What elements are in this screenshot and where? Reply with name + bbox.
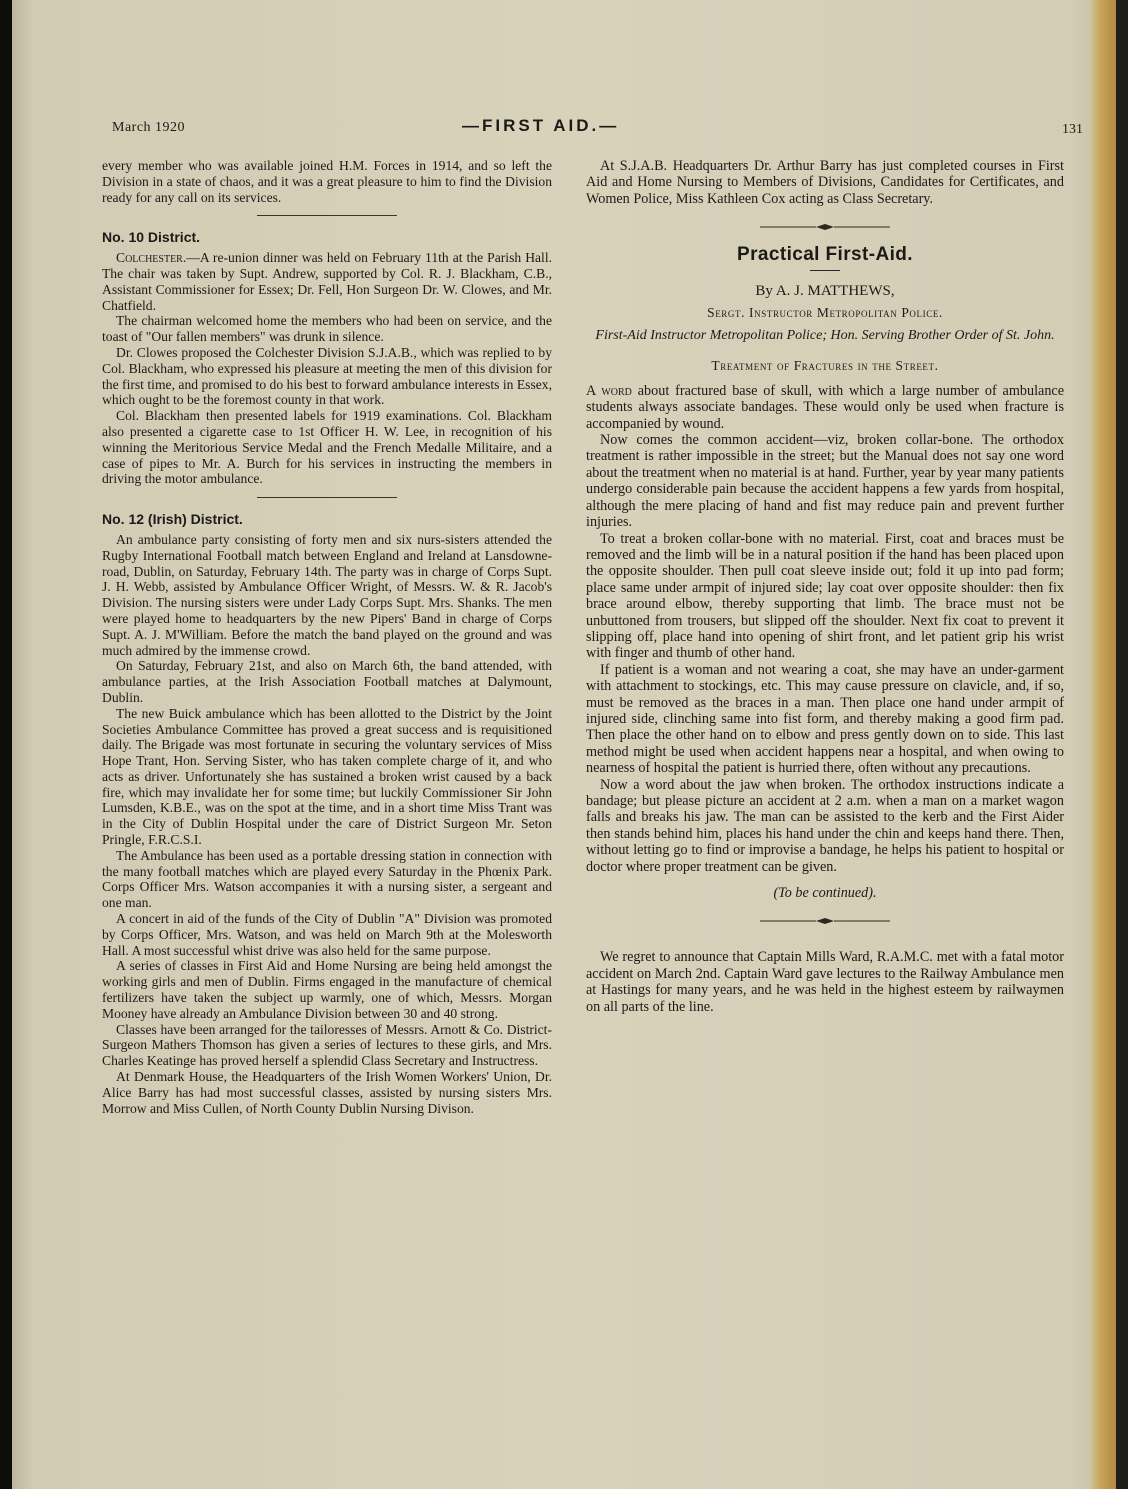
header-title: —FIRST AID.— [462,116,620,135]
paragraph: Dr. Clowes proposed the Colchester Division S.J.A.B., which was replied to by Col. Blackham, who expressed his pleasure at meeting the men of this division for the first time, and promised to do his best to forward ambulance interests in Essex, which ought to be the foremost county in that work. [102,344,552,408]
left-column [102,158,552,1116]
paragraph: On Saturday, February 21st, and also on March 6th, the band attended, with ambulance parties, at the Irish Association Football matches at Dalymount, Dublin. [102,658,552,705]
paragraph: Classes have been arranged for the tailoresses of Messrs. Arnott & Co. District-Surgeon Mathers Thomson has given a series of lectures to these girls, and Mrs. Charles Keatinge has proved herself a splendid Class Secretary and Instructress. [102,1021,552,1069]
paragraph: Now a word about the jaw when broken. The orthodox instructions indicate a bandage; but please picture an accident at 2 a.m. when a man on a market wagon falls and breaks his jaw. The man can be assisted to the kerb and the First Aider then stands behind him, places his hand under the chin and keeps hand there. Then, without letting go to find or improvise a bandage, he helps his patient to hospital or doctor where proper treatment can be given. [586,776,1064,875]
paragraph: A series of classes in First Aid and Home Nursing are being held amongst the working girls and men of Dublin. Firms engaged in the manufacture of chemical fertilizers have taken the subject up warmly, one of which, Messrs. Morgan Mooney have already an Ambulance Division between 30 and 40 strong. [102,958,552,1021]
headquarters-paragraph: At S.J.A.B. Headquarters Dr. Arthur Barry has just completed courses in First Aid and Home Nursing to Members of Divisions, Candidates for Certificates, and Women Police, Miss Kathleen Cox acting as Class Secretary. [586,158,1064,207]
paragraph: The Ambulance has been used as a portable dressing station in connection with the many football matches which are played every Saturday in the Phœnix Park. Corps Officer Mrs. Watson accompanies it with a nursing sister, a sergeant and one man. [102,847,552,911]
title-rule [810,270,840,271]
paragraph: Colchester.—A re-union dinner was held on February 11th at the Parish Hall. The chair was taken by Supt. Andrew, supported by Col. R. J. Blackham, C.B., Assistant Commissioner for Essex; Dr. Fell, Hon Surgeon Dr. W. Clowes, and Mr. Chatfield. [102,250,552,313]
article-author: By A. J. MATTHEWS, [755,282,895,299]
right-column [586,158,1064,1015]
page-number: 131 [1062,122,1083,137]
ornament-divider [760,915,890,927]
intro-paragraph: every member who was available joined H.M. Forces in 1914, and so left the Division in a state of chaos, and it was a great pleasure to him to find the Division ready for any call on its services. [102,158,552,205]
header-date: March 1920 [112,120,186,135]
page-edge [1090,0,1116,1489]
paragraph: An ambulance party consisting of forty men and six nurs-sisters attended the Rugby International Football match between England and Ireland at Lansdowne-road, Dublin, on Saturday, February 14th. The party was in charge of Corps Supt. J. H. Webb, assisted by Ambulance Officer Wright, of Messrs. W. & R. Jacob's Division. The nursing sisters were under Lady Corps Supt. Mrs. Shanks. The men were played home to headquarters by the new Pipers' Band in charge of Corps Supt. A. J. M'William. Before the match the band played on the ground and was much admired by the immense crowd. [102,531,552,658]
district-12-heading: No. 12 (Irish) District. [102,511,243,528]
divider-rule [257,215,397,216]
section-heading: Treatment of Fractures in the Street. [711,358,939,374]
district-10-heading: No. 10 District. [102,229,201,246]
paragraph: A concert in aid of the funds of the City of Dublin "A" Division was promoted by Corps Officer, Mrs. Watson, and was held on March 9th at the Molesworth Hall. A most successful whist drive was also held for the same purpose. [102,911,552,958]
paragraph: The new Buick ambulance which has been allotted to the District by the Joint Societies Ambulance Committee has proved a great success and is requisitioned daily. The Brigade was most fortunate in securing the voluntary services of Miss Hope Trant, Hon. Serving Sister, who has taken complete charge of it, and who acts as driver. Unfortunately she has sustained a broken wrist caused by a back fire, which may invalidate her for some time; but luckily Commissioner Sir John Lumsden, K.B.E., was on the spot at the time, and in a short time Miss Trant was in the City of Dublin Hospital under the care of District Surgeon Mr. Seton Pringle, F.R.C.S.I. [102,705,552,848]
paragraph: If patient is a woman and not wearing a coat, she may have an under-garment with attachment to stockings, etc. This may cause pressure on clavicle, and, if so, must be removed as the braces in a man. Then place one hand under armpit of injured side, clinching same into fist form, and thereby making a good firm pad. Then place the other hand on to elbow and press gently down on to side. This last method might be used when accident happens near a hospital, and when owing to nearness of hospital the patient is hurried there, often without any precautions. [586,661,1064,777]
paragraph: To treat a broken collar-bone with no material. First, coat and braces must be removed and the limb will be in a natural position if the hand has been placed upon the opposite shoulder. Then pull coat sleeve inside out; fold it up into pad form; place same under armpit of injured side; lay coat over opposite shoulder: then fix brace around elbow, thereby supporting that limb. The brace must not be unbuttoned from trousers, but slipped off the shoulder. Next fix coat to prevent it slipping off, place hand into opening of shirt front, and let patient grip his wrist with finger and thumb of other hand. [586,530,1064,662]
lead-word: A word [586,382,632,399]
running-header [12,116,1116,140]
author-rank: Sergt. Instructor Metropolitan Police. [707,305,943,321]
author-credentials: First-Aid Instructor Metropolitan Police; Hon. Serving Brother Order of St. John. [595,328,1055,344]
paragraph: The chairman welcomed home the members who had been on service, and the toast of "Our fallen members" was drunk in silence. [102,313,552,345]
continued-note: (To be continued). [773,885,877,902]
magazine-page [12,0,1116,1489]
ornament-divider [760,221,890,233]
paragraph: Now comes the common accident—viz, broken collar-bone. The orthodox treatment is rather impossible in the street; but the Manual does not say one word about the treatment when no material is at hand. Further, year by year many patients undergo considerable pain because the accident happens a few yards from hospital, although the mere placing of hand and fist may reduce pain and prevent further injuries. [586,432,1064,531]
article-title: Practical First-Aid. [737,244,913,266]
paragraph: A word about fractured base of skull, with which a large number of ambulance students always associate bandages. These would only be used when fracture is accompanied by wound. [586,382,1065,432]
paragraph: At Denmark House, the Headquarters of the Irish Women Workers' Union, Dr. Alice Barry has had most successful classes, assisted by nursing sisters Mrs. Morrow and Miss Cullen, of North County Dublin Nursing Divison. [102,1069,552,1116]
book-binding [0,0,12,1489]
obituary-paragraph: We regret to announce that Captain Mills Ward, R.A.M.C. met with a fatal motor accident on March 2nd. Captain Ward gave lectures to the Railway Ambulance men at Hastings for many years, and he was held in the highest esteem by railwaymen on all parts of the line. [586,949,1064,1015]
place-name: Colchester. [116,250,187,266]
paragraph: Col. Blackham then presented labels for 1919 examinations. Col. Blackham also presented a cigarette case to 1st Officer H. W. Lee, in recognition of his winning the Meritorious Service Medal and the French Medalle Militaire, and a case of pipes to Mr. A. Burch for his services in instructing the members in driving the motor ambulance. [102,408,552,487]
divider-rule [257,497,397,498]
